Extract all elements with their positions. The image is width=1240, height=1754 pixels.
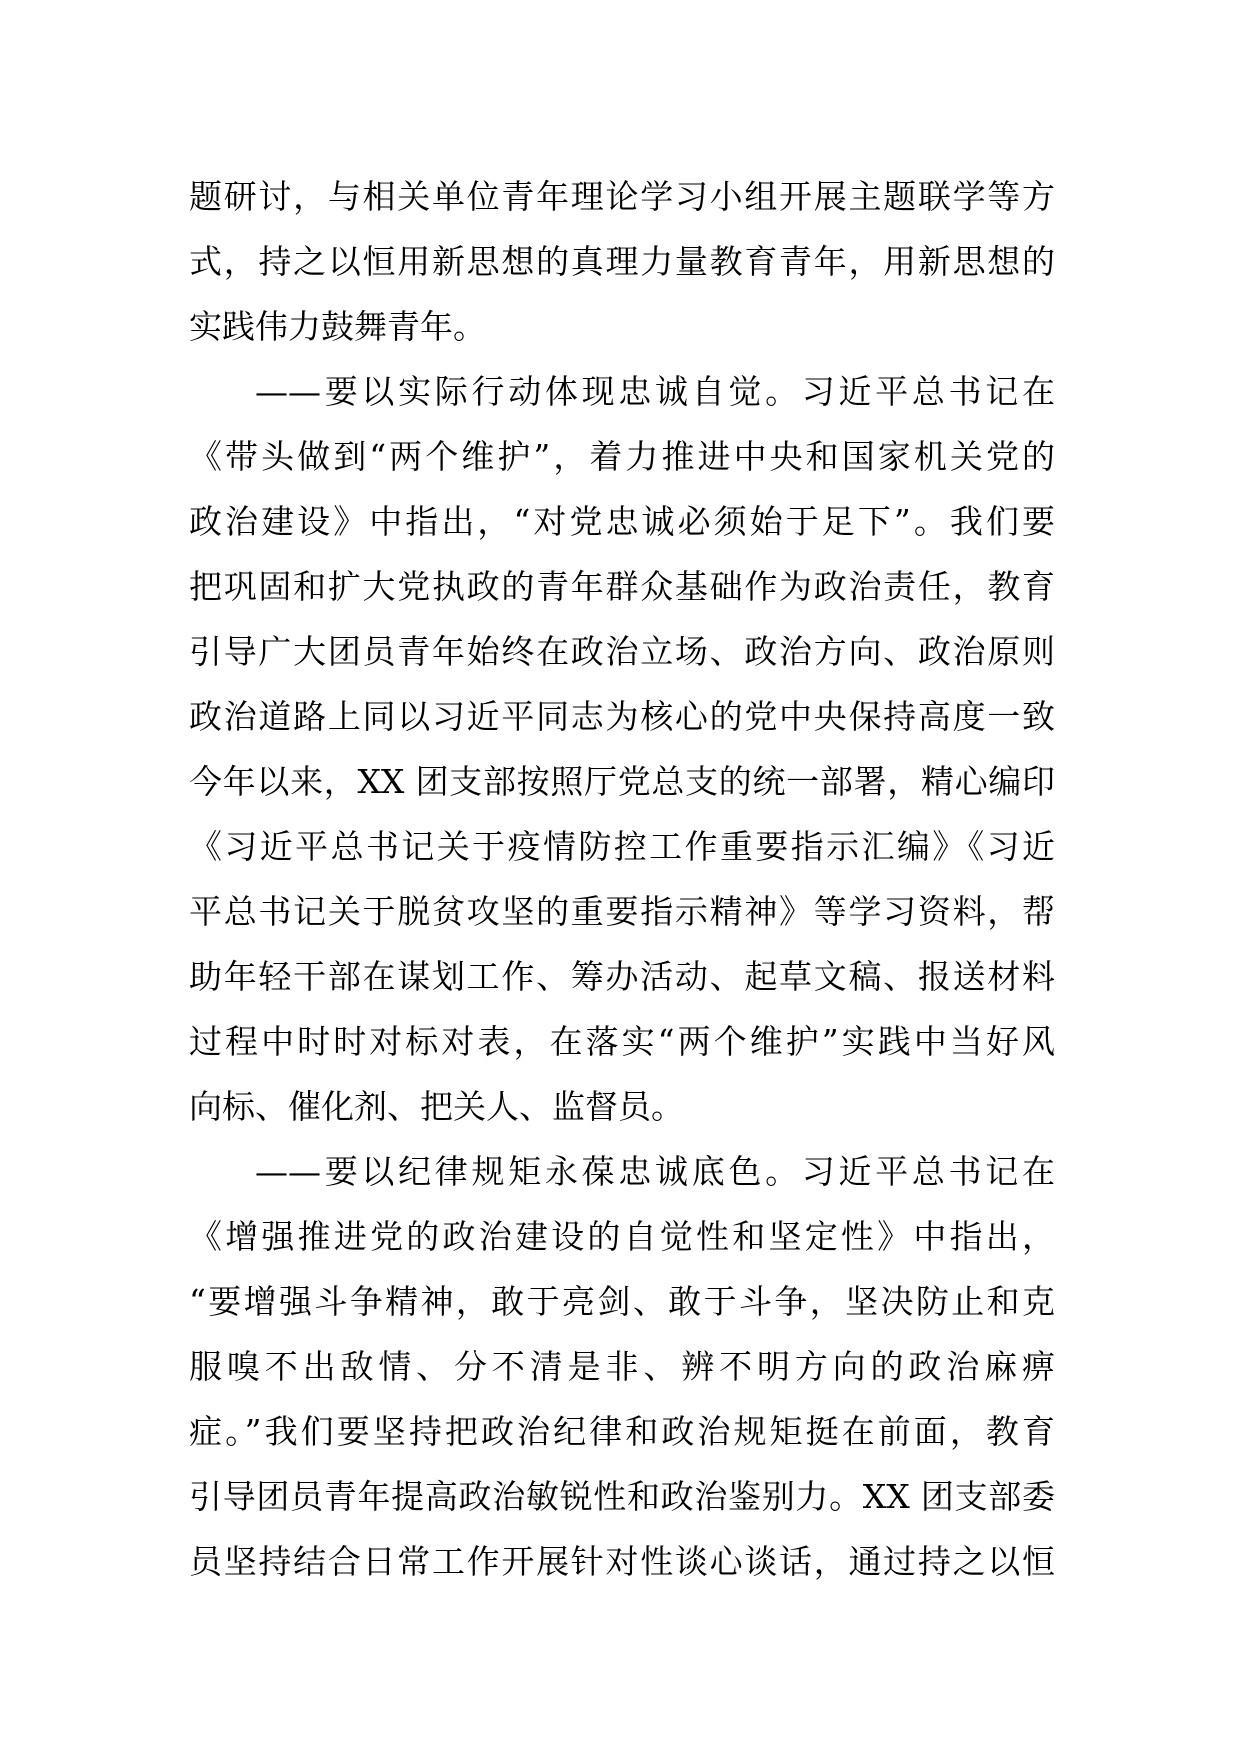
text-line: 引导团员青年提高政治敏锐性和政治鉴别力。XX 团支部委 <box>189 1477 1055 1516</box>
text-line: 症。”我们要坚持把政治纪律和政治规矩挺在前面，教育 <box>189 1412 1055 1451</box>
text-line: 服嗅不出敌情、分不清是非、辨不明方向的政治麻痹 <box>189 1347 1055 1386</box>
text-line: ——要以实际行动体现忠诚自觉。习近平总书记在 <box>255 372 1055 411</box>
text-line: 题研讨，与相关单位青年理论学习小组开展主题联学等方 <box>189 177 1055 216</box>
text-line: 《增强推进党的政治建设的自觉性和坚定性》中指出， <box>189 1217 1055 1256</box>
text-line: 把巩固和扩大党执政的青年群众基础作为政治责任，教育 <box>189 567 1055 606</box>
text-line: 助年轻干部在谋划工作、筹办活动、起草文稿、报送材料 <box>189 957 1055 996</box>
text-line: 引导广大团员青年始终在政治立场、政治方向、政治原则 <box>189 632 1055 671</box>
text-line: ——要以纪律规矩永葆忠诚底色。习近平总书记在 <box>255 1152 1055 1191</box>
text-line: 实践伟力鼓舞青年。 <box>189 307 486 346</box>
text-line: “要增强斗争精神，敢于亮剑、敢于斗争，坚决防止和克 <box>189 1282 1055 1321</box>
text-line: 过程中时时对标对表，在落实“两个维护”实践中当好风 <box>189 1022 1055 1061</box>
text-line: 《习近平总书记关于疫情防控工作重要指示汇编》《习近 <box>189 827 1055 866</box>
text-line: 员坚持结合日常工作开展针对性谈心谈话，通过持之以恒 <box>189 1542 1055 1581</box>
body-text <box>189 164 1055 1594</box>
text-line: 向标、催化剂、把关人、监督员。 <box>189 1087 684 1126</box>
text-line: 《带头做到“两个维护”，着力推进中央和国家机关党的 <box>189 437 1055 476</box>
text-line: 政治道路上同以习近平同志为核心的党中央保持高度一致 <box>189 697 1055 736</box>
text-line: 式，持之以恒用新思想的真理力量教育青年，用新思想的 <box>189 242 1055 281</box>
text-line: 今年以来，XX 团支部按照厅党总支的统一部署，精心编印 <box>189 762 1055 801</box>
text-line: 平总书记关于脱贫攻坚的重要指示精神》等学习资料，帮 <box>189 892 1055 931</box>
text-line: 政治建设》中指出，“对党忠诚必须始于足下”。我们要 <box>189 502 1055 541</box>
